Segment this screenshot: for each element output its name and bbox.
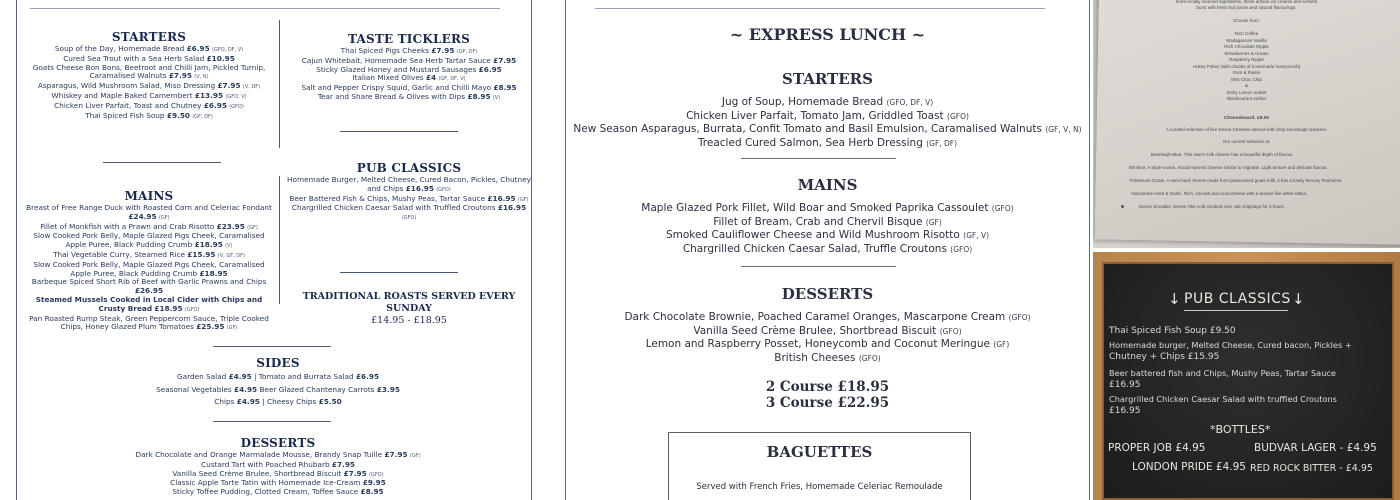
sides-line: Garden Salad £4.95 | Tomato and Burrata Salad £6.95 (176, 372, 380, 381)
top-divider (595, 8, 1045, 9)
item-tags: (GF) (226, 325, 238, 332)
menu-item (565, 137, 1090, 151)
three-course-price: 3 Course £22.95 (765, 395, 890, 411)
item-tags: (GFO) (950, 244, 973, 254)
cheeseboard-title: Cheeseboard. £9.00 (1223, 116, 1270, 121)
chalk-item: Homemade burger, Melted Cheese, Cured bacon, Pickles + (1109, 340, 1352, 350)
flavour-item: Raspberry Ripple (1229, 57, 1264, 62)
express-lunch-page (565, 0, 1090, 500)
flavour-item: Hokey Pokey (with chunks of homemade honeycomb) (1192, 63, 1301, 69)
menu-item (22, 64, 276, 83)
sides-section (22, 356, 534, 409)
item-tags: (GFO, DF, V) (886, 98, 934, 107)
item-name: Steamed Mussels Cooked in Local Cider with Chips and Crusty Bread (35, 294, 263, 313)
current-selection: Our current selection is: (1222, 139, 1271, 144)
menu-item (22, 112, 276, 122)
item-tags: (GFO) (947, 111, 969, 121)
item-tags: (V, N) (194, 74, 209, 81)
item-name: Chicken Liver Parfait, Toast and Chutney (54, 100, 202, 110)
cheese-item: Devon Smoakie. Devon Oke cold smoked over oak chippings for 3 hours. (1139, 204, 1286, 209)
bottle-item: BUDVAR LAGER - £4.95 (1254, 442, 1377, 454)
intro-line: burst with fresh fruit juices and natural flavourings. (1196, 5, 1297, 10)
item-name: Slow Cooked Pork Belly, Maple Glazed Pigs Cheek, Caramalised Apple Puree, Black Pudding Crumb (33, 231, 265, 250)
roasts-price: £14.95 - £18.95 (371, 315, 447, 326)
item-name: Vanilla Seed Crème Brulee, Shortbread Biscuit (693, 324, 937, 337)
item-tags: (GFO) (858, 353, 881, 363)
menu-item (565, 311, 1090, 325)
menu-item (565, 123, 1090, 137)
item-tags: (GF, V, N) (1045, 125, 1082, 134)
choose-from: Choose from: (1232, 18, 1260, 23)
item-name: Pan Roasted Rump Steak, Green Peppercorn Sauce, Triple Cooked Chips, Honey Glazed Plum Tomatoes (29, 313, 269, 332)
item-name: British Cheeses (774, 351, 856, 364)
menu-item (22, 261, 276, 279)
chalkboard-photo (1093, 252, 1400, 500)
item-price: £6.95 (478, 64, 502, 74)
menu-item (565, 216, 1090, 230)
menu-item (565, 243, 1090, 257)
item-price: £25.95 (196, 322, 225, 332)
chalkboard (1102, 262, 1394, 500)
roasts-title: TRADITIONAL ROASTS SERVED EVERY SUNDAY (302, 291, 516, 314)
item-name: Soup of the Day, Homemade Bread (54, 44, 185, 53)
divider-sides-desserts (213, 421, 331, 422)
item-tags: (GF, DF) (456, 49, 478, 55)
item-tags: (GF, V) (963, 231, 990, 240)
item-name: Breast of Free Range Duck with Roasted Corn and Celeriac Fondant (26, 203, 272, 212)
item-price: £9.50 (166, 110, 190, 120)
item-tags: (GF, DF) (926, 138, 958, 148)
item-name: Fillet of Monkfish with a Prawn and Crab Risotto (40, 221, 215, 231)
cheeseboard-description: A curated selection of five Devon Cheeses served with crisp sourdough crackers. (1165, 127, 1328, 132)
item-name: Italian Mixed Olives (352, 73, 424, 83)
item-name: Cajun Whitebait, Homemade Sea Herb Tartar Sauce (301, 55, 491, 65)
flavour-item: Rich Coffee (1234, 31, 1259, 36)
chalk-item: Chargrilled Chicken Caesar Salad with truffled Croutons (1109, 394, 1337, 404)
side-price: £6.95 (355, 372, 380, 381)
item-name: Cured Sea Trout with a Sea Herb Salad (63, 53, 205, 63)
down-arrow-icon: ↓ (1168, 290, 1182, 308)
cheese-item: Elmhirst. A triple-cream, mould-ripened cheese similar to Vignotte. Light texture and delicate flavour. (1129, 165, 1328, 170)
chalk-item: £16.95 (1109, 380, 1141, 390)
menu-item (22, 296, 276, 315)
item-name: Lemon and Raspberry Posset, Honeycomb and Coconut Meringue (645, 338, 990, 350)
item-price: £18.95 (194, 240, 223, 250)
chalk-item: Chutney + Chips £15.95 (1109, 352, 1220, 362)
menu-item (565, 229, 1090, 243)
baguettes-subtitle: Served with French Fries, Homemade Celeriac Remoulade (696, 482, 943, 492)
divider-starters-mains (103, 162, 221, 163)
item-tags: (GFO, DF, V) (212, 47, 244, 53)
item-tags: (GF) (409, 453, 421, 459)
desserts-section (22, 436, 534, 497)
item-name: Fillet of Bream, Crab and Chervil Bisque (713, 215, 923, 228)
item-name: Vanilla Seed Crème Brulee, Shortbread Biscuit (172, 468, 342, 478)
item-tags: (GF) (158, 214, 170, 221)
item-tags: (V) (225, 243, 233, 250)
item-price: £8.95 (360, 487, 384, 497)
item-price: £16.95 (487, 193, 516, 203)
bottle-item: RED ROCK BITTER - £4.95 (1250, 463, 1373, 474)
express-mains-title: MAINS (797, 176, 858, 194)
item-name: Dark Chocolate Brownie, Poached Caramel Oranges, Mascarpone Cream (624, 311, 1006, 323)
item-name: Jug of Soup, Homemade Bread (721, 96, 884, 108)
item-name: Sticky Glazed Honey and Mustard Sausages (316, 64, 477, 74)
item-name: Sticky Toffee Pudding, Clotted Cream, Toffee Sauce (172, 487, 359, 497)
side-name: Garden Salad (176, 372, 227, 381)
side-price: £3.95 (376, 384, 400, 394)
item-tags: (V) (492, 94, 501, 101)
item-name: Chargrilled Chicken Caesar Salad with Truffled Croutons (291, 203, 496, 213)
side-price: £4.95 (228, 372, 252, 381)
flavour-item: Madagascan Vanilla (1226, 37, 1267, 43)
item-price: £7.95 (168, 71, 192, 81)
item-tags: (GF) (517, 196, 529, 203)
item-tags: (GFO) (369, 471, 384, 478)
section-title: DESSERTS (240, 436, 316, 450)
menu-item (22, 315, 276, 334)
item-name: Chargrilled Chicken Caesar Salad, Truffle Croutons (682, 242, 947, 255)
item-name: Classic Apple Tarte Tatin with Homemade Ice-Cream (170, 478, 361, 488)
taste-ticklers-section (284, 32, 534, 103)
item-name: Thai Spiced Pigs Cheeks (340, 46, 430, 55)
chalk-item: £16.95 (1109, 406, 1141, 416)
item-tags: (GFO) (436, 186, 451, 193)
item-name: Dark Chocolate and Orange Marmalade Mousse, Brandy Snap Tuille (135, 450, 383, 459)
section-title: TASTE TICKLERS (347, 32, 471, 46)
sides-line: Chips £4.95 | Cheesy Chips £5.50 (214, 397, 342, 406)
item-tags: (GFO) (401, 215, 417, 222)
item-price: £6.95 (203, 100, 227, 110)
item-name: Homemade Burger, Melted Cheese, Cured Bacon, Pickles, Chutney and Chips (287, 175, 531, 193)
printed-menu-photo (1093, 0, 1400, 248)
express-lunch-title: ~ EXPRESS LUNCH ~ (729, 25, 926, 44)
down-arrow-icon: ↓ (1292, 290, 1306, 308)
item-price: £7.95 (431, 46, 455, 55)
menu-item (22, 204, 276, 223)
item-tags: (GFO) (184, 306, 200, 313)
item-tags: (GFO) (991, 204, 1014, 213)
intro-line: finest locally sourced ingredients, these artisan ice creams and sorbets (1175, 0, 1318, 4)
item-price: £16.95 (405, 183, 434, 193)
item-tags: (GF) (925, 217, 942, 227)
section-title: STARTERS (111, 30, 187, 44)
item-name: Thai Vegetable Curry, Steamed Rice (53, 249, 185, 259)
side-name: Seasonal Vegetables (156, 384, 232, 394)
menu-item (284, 204, 534, 223)
title-underline (1184, 310, 1288, 311)
item-price: £9.95 (362, 478, 386, 488)
menu-item (22, 232, 276, 251)
baguettes-box (668, 432, 971, 500)
pub-classics-section (284, 161, 534, 223)
menu-item (565, 338, 1090, 352)
item-price: £16.95 (497, 203, 527, 213)
menu-item (565, 202, 1090, 216)
flavour-item: Zesty Lemon sorbet (1226, 89, 1267, 95)
cheese-item: Beenleigh Blue. This ewe's milk cheese has a beautiful depth of flavour. (1151, 152, 1294, 157)
item-tags: (GFO) (229, 103, 244, 110)
divider (741, 266, 896, 267)
page-gap (545, 0, 565, 500)
item-name: Thai Spiced Fish Soup (85, 110, 165, 120)
item-tags: (GF) (993, 340, 1010, 349)
section-title: SIDES (256, 356, 300, 370)
section-title: PUB CLASSICS (356, 161, 462, 175)
item-name: Whiskey and Maple Baked Camembert (51, 90, 193, 100)
item-price: £7.95 (331, 459, 355, 469)
item-name: Salt and Pepper Crispy Squid, Garlic and Chilli Mayo (301, 83, 492, 93)
flavour-list (1093, 31, 1400, 103)
item-price: £24.95 (128, 211, 157, 221)
side-price: £4.95 (234, 384, 258, 394)
item-name: Chicken Liver Parfait, Tomato Jam, Griddled Toast (686, 109, 944, 122)
roasts-section (284, 291, 534, 327)
item-price: £8.95 (467, 91, 491, 101)
bottle-item: LONDON PRIDE £4.95 (1132, 461, 1246, 473)
chalk-item: Beer battered fish and Chips, Mushy Peas, Tartar Sauce (1109, 368, 1336, 378)
side-name: Cheesy Chips (266, 397, 317, 406)
item-name: Custard Tart with Poached Rhubarb (200, 459, 330, 469)
express-desserts-title: DESSERTS (781, 285, 874, 303)
cheese-item: Vulscombe Herb & Garlic. Rich, smooth acid curd cheese with a texture like white stilton. (1131, 191, 1308, 196)
item-name: New Season Asparagus, Burrata, Confit Tomato and Basil Emulsion, Caramalised Walnuts (573, 123, 1042, 135)
divider-ticklers-classics (340, 131, 458, 132)
side-price: £4.95 (236, 397, 260, 406)
flavour-item: Mint Choc Chip (1231, 76, 1262, 82)
item-price: £4 (425, 73, 437, 83)
divider-classics-roasts (340, 272, 458, 273)
item-tags: (GFO) (1008, 313, 1031, 322)
express-starters-title: STARTERS (782, 70, 873, 88)
item-name: Maple Glazed Pork Fillet, Wild Boar and Smoked Paprika Cassoulet (641, 202, 989, 214)
item-price: £7.95 (343, 468, 367, 478)
flavour-item: Strawberries & Cream (1224, 50, 1269, 56)
column-divider-top (279, 20, 280, 148)
item-price: £8.95 (493, 83, 517, 93)
item-name: Beer Battered Fish & Chips, Mushy Peas, Tartar Sauce (289, 193, 486, 203)
flavour-item: Rich Chocolate Ripple (1224, 44, 1269, 49)
chalkboard-title: PUB CLASSICS (1184, 291, 1291, 307)
item-name: Tear and Share Bread & Olives with Dips (317, 91, 466, 101)
flavour-item: Blackcurrant sorbet (1227, 96, 1266, 101)
item-price: £6.95 (186, 44, 210, 53)
express-desserts-list (565, 311, 1090, 365)
starters-section (22, 30, 276, 121)
baguettes-title: BAGUETTES (766, 443, 873, 461)
express-mains-list (565, 202, 1090, 256)
menu-item (284, 93, 534, 103)
item-name: Treacled Cured Salmon, Sea Herb Dressing (697, 136, 923, 149)
menu-item (22, 488, 534, 497)
item-price: £23.95 (216, 221, 245, 231)
side-name: Tomato and Burrata Salad (258, 372, 354, 381)
sides-line (22, 384, 534, 397)
item-price: £15.95 (187, 249, 216, 259)
item-name: Smoked Cauliflower Cheese and Wild Mushroom Risotto (665, 229, 960, 241)
item-price: £7.95 (384, 450, 408, 459)
menu-item (565, 110, 1090, 124)
bottles-title: *BOTTLES* (1210, 423, 1271, 436)
item-name: Slow Cooked Pork Belly, Maple Glazed Pigs Cheek, Caramalised Apple Puree, Black Pudding Crumb (33, 259, 265, 278)
bottle-item: PROPER JOB £4.95 (1108, 442, 1206, 454)
cheese-item: Tickelmore Goats. A semi-hard cheese made from pasteurised goats milk, it has a lovely lemony freshness. (1129, 178, 1343, 183)
item-tags: (GF, DF) (192, 113, 213, 120)
item-price: £18.95 (199, 268, 228, 278)
item-price: £7.95 (493, 55, 517, 65)
item-price: £26.95 (134, 286, 164, 296)
side-price: £5.50 (318, 397, 342, 406)
mains-section (22, 189, 276, 333)
item-tags: (GF) (247, 224, 258, 231)
divider (741, 158, 896, 159)
item-tags: (GF, DF, V) (438, 76, 466, 83)
main-menu-page (0, 0, 545, 500)
side-name: Beer Glazed Chantenay Carrots (259, 384, 375, 394)
section-title: MAINS (124, 189, 174, 203)
item-tags: (GFO, V) (225, 93, 247, 100)
express-starters-list (565, 96, 1090, 150)
chalk-item: Thai Spiced Fish Soup £9.50 (1109, 326, 1236, 336)
item-name: Barbeque Spiced Short Rib of Beef with Garlic Prawns and Chips (31, 277, 267, 287)
bullet-icon (1121, 205, 1124, 208)
item-price: £10.95 (206, 53, 235, 63)
item-name: Asparagus, Wild Mushroom Salad, Miso Dressing (37, 81, 216, 91)
menu-item (565, 96, 1090, 110)
top-divider (30, 8, 500, 9)
flavour-item: Rum & Raisin (1232, 70, 1261, 75)
menu-item (284, 176, 534, 195)
item-price: £7.95 (217, 81, 241, 91)
item-tags: (GFO) (939, 326, 962, 336)
item-tags: (V, GF, DF) (217, 252, 245, 259)
divider-mains-sides (213, 346, 331, 347)
two-course-price: 2 Course £18.95 (765, 379, 890, 395)
column-divider-middle (279, 176, 280, 304)
item-tags: (V, DF) (242, 84, 261, 91)
menu-item (565, 352, 1090, 366)
flavour-item: & (1244, 83, 1248, 88)
item-price: £13.95 (194, 90, 224, 100)
item-name: Goats Cheese Bon Bons, Beetroot and Chilli Jam, Pickled Turnip, Caramalised Walnuts (32, 62, 266, 81)
side-name: Chips (214, 397, 235, 406)
item-price: £18.95 (154, 303, 183, 313)
menu-item (565, 325, 1090, 339)
menu-item (22, 278, 276, 296)
